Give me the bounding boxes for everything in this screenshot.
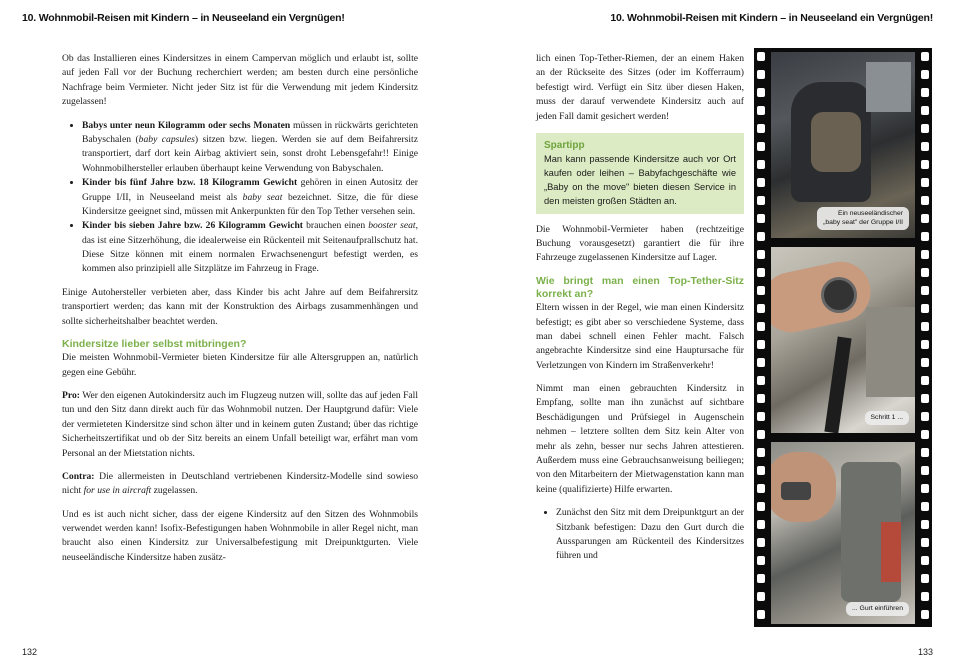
tip-title: Spartipp — [544, 139, 585, 151]
page-number-left: 132 — [22, 647, 38, 657]
sprocket-hole — [921, 106, 929, 115]
sprocket-hole — [757, 286, 765, 295]
sprocket-hole — [921, 358, 929, 367]
pro-paragraph — [62, 389, 418, 461]
paragraph: Die Wohnmobil-Vermieter haben (rechtzeitige Buchung vorausgesetzt) garantiert die für ihre Fahrzeuge zugelassenen Kindersitze auf Lager. — [536, 223, 744, 264]
sprocket-hole — [757, 106, 765, 115]
steps-list — [536, 506, 744, 564]
sprocket-hole — [921, 502, 929, 511]
text: gehören in einen Autositz der Gruppe I/II, in Neuseeland meist als — [82, 177, 418, 203]
sprocket-hole — [757, 574, 765, 583]
sprocket-hole — [757, 376, 765, 385]
sprocket-hole — [757, 538, 765, 547]
sprocket-hole — [757, 52, 765, 61]
section-heading: Kindersitze lieber selbst mitbringen? — [62, 338, 247, 351]
sprocket-hole — [921, 610, 929, 619]
text: müssen in rückwärts gerichteten Babyschalen ( — [82, 119, 419, 145]
sprocket-hole — [757, 520, 765, 529]
sprocket-hole — [921, 466, 929, 475]
caption-line: Ein neuseeländischer — [838, 210, 903, 218]
text: Wer den eigenen Autokindersitz auch im Flugzeug nutzen will, sollte das auf jeden Fall tun und den Sitz dann direkt auch für das Wohnmobil nutzen. Der Hauptgrund dafür: Viele der vermieteten Kindersitze sind schon älter und in keinem guten Zustand; über das richtige Sicherheitszertifikat und ob der Sitz bereits an einem Unfall beteiligt war, erfährt man vom Personal an der Mietstation nichts. — [62, 389, 418, 459]
sprocket-hole — [757, 214, 765, 223]
sprocket-hole — [921, 538, 929, 547]
tip-box — [536, 133, 744, 214]
text: , das ist eine Sitzerhöhung, die idealerweise ein Rückenteil mit Seitenaufprallschutz hat. Diese Sitze können mit einem normalen Erwachsenengurt befestigt werden, es kommen also prinzipiell alle Sitzplätze im Fahrzeug in Frage. — [82, 220, 418, 275]
sprocket-hole — [921, 268, 929, 277]
contra-label: Contra: — [62, 470, 95, 482]
sprocket-hole — [921, 322, 929, 331]
sprocket-hole — [921, 574, 929, 583]
contra-paragraph — [62, 470, 418, 499]
sprocket-hole — [921, 232, 929, 241]
sprocket-hole — [921, 592, 929, 601]
sprocket-hole — [757, 232, 765, 241]
list-item — [82, 176, 418, 219]
sprocket-hole — [921, 124, 929, 133]
photo-caption: ... Gurt einführen — [846, 602, 909, 616]
left-page-text — [62, 52, 418, 574]
italic-text: baby seat — [242, 191, 283, 203]
sprocket-hole — [921, 520, 929, 529]
sprocket-hole — [921, 556, 929, 565]
sprocket-hole — [921, 484, 929, 493]
sprocket-hole — [921, 70, 929, 79]
photo-insert-belt — [771, 442, 915, 624]
sprocket-hole — [921, 286, 929, 295]
list-item: • Zunächst den Sitz mit dem Dreipunktgurt an der Sitzbank befestigen: Dazu den Gurt durch die Aussparungen am Rückenteil des Kindersitzes führen und — [556, 506, 744, 564]
sprocket-hole — [921, 214, 929, 223]
sprocket-hole — [921, 160, 929, 169]
paragraph: Und es ist auch nicht sicher, dass der eigene Kindersitz auf den Sitzen des Wohnmobils verwendet werden kann! Isofix-Befestigungen haben Wohnmobile in aller Regel nicht, man braucht also einen Kindersitz zur Universalbefestigung mit Dreipunktgurten. Viele neuseeländische Kindersitze haben zusätz- — [62, 508, 418, 563]
sprocket-holes-left — [757, 48, 765, 627]
sprocket-hole — [921, 340, 929, 349]
sprocket-holes-right — [921, 48, 929, 627]
sprocket-hole — [757, 610, 765, 619]
sprocket-hole — [757, 70, 765, 79]
text: ) sitzen bzw. liegen. Werden sie auf dem Beifahrersitz transportiert, darf dort kein Airbag aktiviert sein, sonst droht Lebensgefahr!! Einige Wohnmobilhersteller erlauben überhaupt keine Verwendung von Babyschalen. — [82, 133, 418, 174]
paragraph: lich einen Top-Tether-Riemen, der an einem Haken an der Rückseite des Sitzes (oder im Kofferraum) befestigt wird. Verfügt ein Sitz über diesen Haken, muss der darauf verwendete Kindersitz auch auf jeden Fall damit gesichert werden! — [536, 53, 744, 122]
tip-text: Man kann passende Kindersitze auch vor Ort kaufen oder leihen – Babyfachgeschäfte wie „Baby on the move" bieten diesen Service in den meisten großen Städten an. — [544, 153, 736, 206]
photo-caption: Schritt 1 ... — [865, 411, 909, 425]
sprocket-hole — [921, 448, 929, 457]
sprocket-hole — [921, 430, 929, 439]
sprocket-hole — [921, 250, 929, 259]
text: zugelassen. — [151, 485, 198, 497]
sprocket-hole — [757, 160, 765, 169]
sprocket-hole — [757, 484, 765, 493]
sprocket-hole — [757, 178, 765, 187]
bold-text: Babys unter neun Kilogramm oder sechs Monaten — [82, 119, 291, 131]
sprocket-hole — [921, 88, 929, 97]
sprocket-hole — [757, 394, 765, 403]
pro-label: Pro: — [62, 389, 80, 401]
italic-text: baby capsules — [138, 133, 195, 145]
sprocket-hole — [921, 394, 929, 403]
caption-line: „baby seat" der Gruppe I/II — [823, 218, 903, 226]
sprocket-hole — [757, 556, 765, 565]
sprocket-hole — [757, 502, 765, 511]
text: Die allermeisten in Deutschland vertriebenen Kindersitz-Modelle sind sowieso nicht — [62, 470, 418, 497]
sprocket-hole — [757, 196, 765, 205]
sprocket-hole — [757, 304, 765, 313]
photo-step-one — [771, 247, 915, 433]
running-header-right: 10. Wohnmobil-Reisen mit Kindern – in Neuseeland ein Vergnügen! — [610, 12, 933, 24]
sprocket-hole — [757, 592, 765, 601]
page-number-right: 133 — [917, 647, 933, 657]
section-heading: Wie bringt man einen Top-Tether-Sitz korrekt an? — [536, 274, 744, 300]
list-item — [82, 219, 418, 277]
film-strip — [754, 48, 932, 627]
bold-text: Kinder bis fünf Jahre bzw. 18 Kilogramm Gewicht — [82, 177, 298, 189]
paragraph: Einige Autohersteller verbieten aber, dass Kinder bis acht Jahre auf dem Beifahrersitz transportiert werden; das kann mit der Konstruktion des Airbags zusammenhängen und sollte sicherheitshalber beachtet werden. — [62, 286, 418, 327]
sprocket-hole — [921, 142, 929, 151]
italic-text: booster seat — [368, 220, 416, 232]
age-group-list — [62, 119, 418, 277]
sprocket-hole — [921, 196, 929, 205]
sprocket-hole — [757, 358, 765, 367]
sprocket-hole — [757, 466, 765, 475]
sprocket-hole — [921, 412, 929, 421]
list-item — [82, 119, 418, 177]
right-page-text — [536, 52, 744, 573]
sprocket-hole — [757, 250, 765, 259]
sprocket-hole — [757, 448, 765, 457]
italic-text: for use in aircraft — [83, 485, 152, 497]
sprocket-hole — [921, 304, 929, 313]
sprocket-hole — [757, 340, 765, 349]
sprocket-hole — [921, 52, 929, 61]
bold-text: Kinder bis sieben Jahre bzw. 26 Kilogramm Gewicht — [82, 220, 303, 232]
sprocket-hole — [921, 376, 929, 385]
photo-baby-seat — [771, 52, 915, 238]
sprocket-hole — [757, 124, 765, 133]
text: brauchen einen — [302, 220, 369, 232]
paragraph: Eltern wissen in der Regel, wie man einen Kindersitz befestigt; es gibt aber so verschiedene Systeme, dass man dabei schnell einen Fehler macht. Falsch angebrachte Kindersitze sind eine Hauptursache für Verletzungen von Kindern im Straßenverkehr! — [536, 302, 744, 371]
running-header-left: 10. Wohnmobil-Reisen mit Kindern – in Neuseeland ein Vergnügen! — [22, 12, 345, 24]
sprocket-hole — [757, 142, 765, 151]
sprocket-hole — [757, 322, 765, 331]
sprocket-hole — [757, 430, 765, 439]
sprocket-hole — [757, 88, 765, 97]
text: bezeichnet. Sitze, die für diese Kindersitze geeignet sind, müssen mit Ankerpunkten für den Top Tether versehen sein. — [82, 191, 418, 217]
paragraph: Ob das Installieren eines Kindersitzes in einem Campervan möglich und erlaubt ist, sollte auf jeden Fall vor der Buchung recherchiert werden; am besten durch eine persönliche Nachfrage beim Vermieter. Nicht jeder Sitz ist für die Verwendung mit jedem Kindersitz zugelassen! — [62, 53, 418, 108]
photo-caption — [817, 207, 909, 230]
paragraph: Nimmt man einen gebrauchten Kindersitz in Empfang, sollte man ihn zunächst auf sichtbare Beschädigungen und Prüfsiegel in Augenschein nehmen – letztere sollten dem Sitz kein Alter von mehr als zehn, besser nur sechs Jahren attestieren. Außerdem muss eine Gebrauchsanweisung beiliegen; von den Mitarbeitern der Mietwagenstation kann man keine (qualifizierte) Hilfe erwarten. — [536, 383, 744, 495]
sprocket-hole — [757, 412, 765, 421]
sprocket-hole — [757, 268, 765, 277]
paragraph: Die meisten Wohnmobil-Vermieter bieten Kindersitze für alle Altersgruppen an, natürlich gegen eine Gebühr. — [62, 352, 418, 378]
sprocket-hole — [921, 178, 929, 187]
